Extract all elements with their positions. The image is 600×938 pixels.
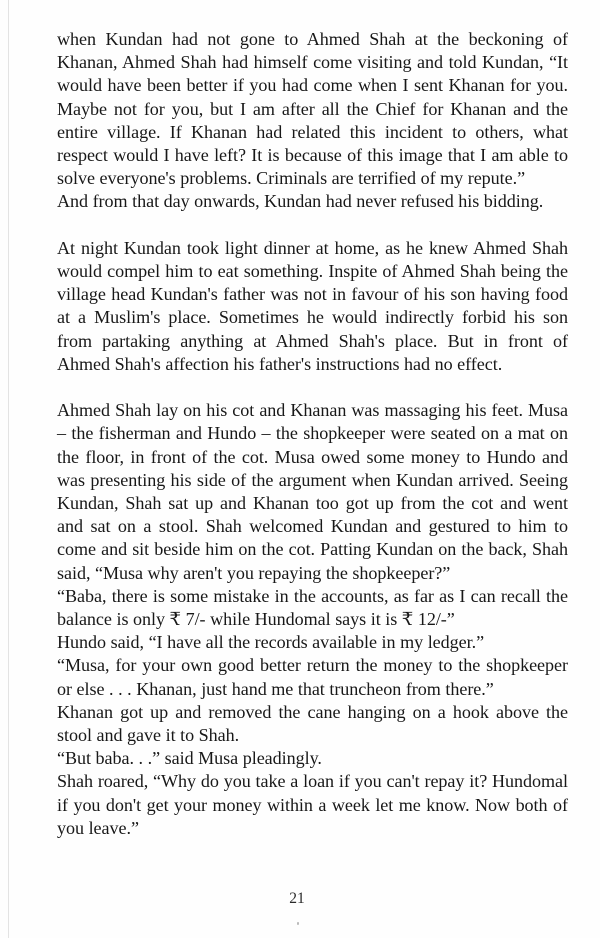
paragraph-3: At night Kundan took light dinner at home, as he knew Ahmed Shah would compel him to eat something. Inspite of Ahmed Shah being the village head Kundan's father was not in favour of his son having food at a Muslim's place. Sometimes he would indirectly forbid his son from partaking anything at Ahmed Shah's place. But in front of Ahmed Shah's affection his father's instructions had no effect. [57, 237, 568, 374]
page-number-value: 21 [289, 890, 305, 907]
paragraph-8: Khanan got up and removed the cane hanging on a hook above the stool and gave it to Shah. [57, 701, 568, 746]
paragraph-4: Ahmed Shah lay on his cot and Khanan was massaging his feet. Musa – the fisherman and Hundo – the shopkeeper were seated on a mat on the floor, in front of the cot. Musa owed some money to Hundo and was presenting his side of the argument when Kundan arrived. Seeing Kundan, Shah sat up and Khanan too got up from the cot and went and sat on a stool. Shah welcomed Kundan and gestured to him to come and sit beside him on the cot. Patting Kundan on the back, Shah said, “Musa why aren't you repaying the shopkeeper?” [57, 400, 568, 583]
paragraph-10: Shah roared, “Why do you take a loan if you can't repay it? Hundomal if you don't get your money within a week let me know. Now both of you leave.” [57, 771, 568, 838]
paragraph-9: “But baba. . .” said Musa pleadingly. [57, 748, 322, 769]
paragraph-5: “Baba, there is some mistake in the accounts, as far as I can recall the balance is only ₹ 7/- while Hundomal says it is ₹ 12/-” [57, 585, 568, 630]
paragraph-2: And from that day onwards, Kundan had never refused his bidding. [57, 191, 544, 212]
scan-edge-left [8, 0, 9, 938]
paragraph-1: when Kundan had not gone to Ahmed Shah at the beckoning of Khanan, Ahmed Shah had himself come visiting and told Kundan, “It would have been better if you had come when I sent Khanan for you. Maybe not for you, but I am after all the Chief for Khanan and the entire village. If Khanan had related this incident to others, what respect would I have left? It is because of this image that I am able to solve everyone's problems. Criminals are terrified of my repute.” [57, 29, 568, 189]
page-number [0, 890, 600, 908]
scan-speck-artifact [297, 922, 299, 925]
page-text-block [57, 28, 568, 888]
paragraph-7: “Musa, for your own good better return the money to the shopkeeper or else . . . Khanan, just hand me that truncheon from there.” [57, 655, 568, 699]
paragraph-6: Hundo said, “I have all the records available in my ledger.” [57, 632, 485, 653]
